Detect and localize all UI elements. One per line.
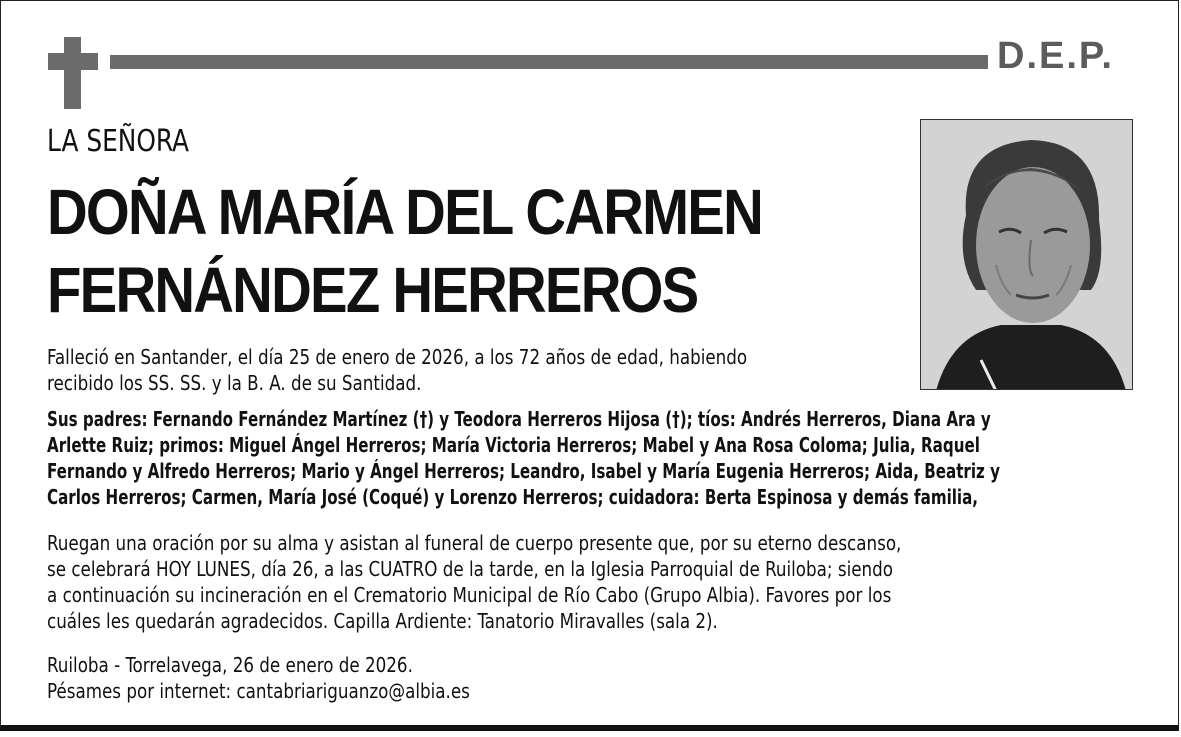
cross-icon-bar xyxy=(48,53,98,70)
place-date: Ruiloba - Torrelavega, 26 de enero de 2026. xyxy=(47,653,413,677)
death-notice-line: recibido los SS. SS. y la B. A. de su Santidad. xyxy=(47,371,422,395)
death-notice xyxy=(47,344,747,396)
dep-label: D.E.P. xyxy=(997,35,1114,77)
family-line: Sus padres: Fernando Fernández Martínez (†) y Teodora Herreros Hijosa (†); tíos: Andrés Herreros, Diana Ara y xyxy=(47,407,991,431)
footer xyxy=(47,652,470,704)
header-rule xyxy=(110,55,988,69)
portrait-photo xyxy=(920,119,1133,390)
prayer-request xyxy=(47,530,901,634)
prayer-line: cuáles les quedarán agradecidos. Capilla Ardiente: Tanatorio Miravalles (sala 2). xyxy=(47,609,718,633)
portrait-image xyxy=(921,120,1133,390)
condolences-line: Pésames por internet: cantabriariguanzo@albia.es xyxy=(47,679,470,703)
deceased-name-line1: DOÑA MARÍA DEL CARMEN xyxy=(47,176,762,248)
family-line: Carlos Herreros; Carmen, María José (Coqué) y Lorenzo Herreros; cuidadora: Berta Espinosa y demás familia, xyxy=(47,485,979,509)
family-line: Arlette Ruiz; primos: Miguel Ángel Herreros; María Victoria Herreros; Mabel y Ana Rosa Coloma; Julia, Raquel xyxy=(47,433,980,457)
prayer-line: Ruegan una oración por su alma y asistan al funeral de cuerpo presente que, por su eterno descanso, xyxy=(47,531,902,555)
deceased-name-line2: FERNÁNDEZ HERREROS xyxy=(47,254,698,326)
death-notice-line: Falleció en Santander, el día 25 de enero de 2026, a los 72 años de edad, habiendo xyxy=(47,345,748,369)
prayer-line: a continuación su incineración en el Crematorio Municipal de Río Cabo (Grupo Albia). Favores por los xyxy=(47,583,892,607)
family-list xyxy=(47,406,1000,510)
family-line: Fernando y Alfredo Herreros; Mario y Ángel Herreros; Leandro, Isabel y María Eugenia Herreros; Aida, Beatriz y xyxy=(47,459,1000,483)
cross-icon xyxy=(64,37,81,109)
title-label: LA SEÑORA xyxy=(47,124,190,159)
prayer-line: se celebrará HOY LUNES, día 26, a las CUATRO de la tarde, en la Iglesia Parroquial de Ruiloba; siendo xyxy=(47,557,893,581)
